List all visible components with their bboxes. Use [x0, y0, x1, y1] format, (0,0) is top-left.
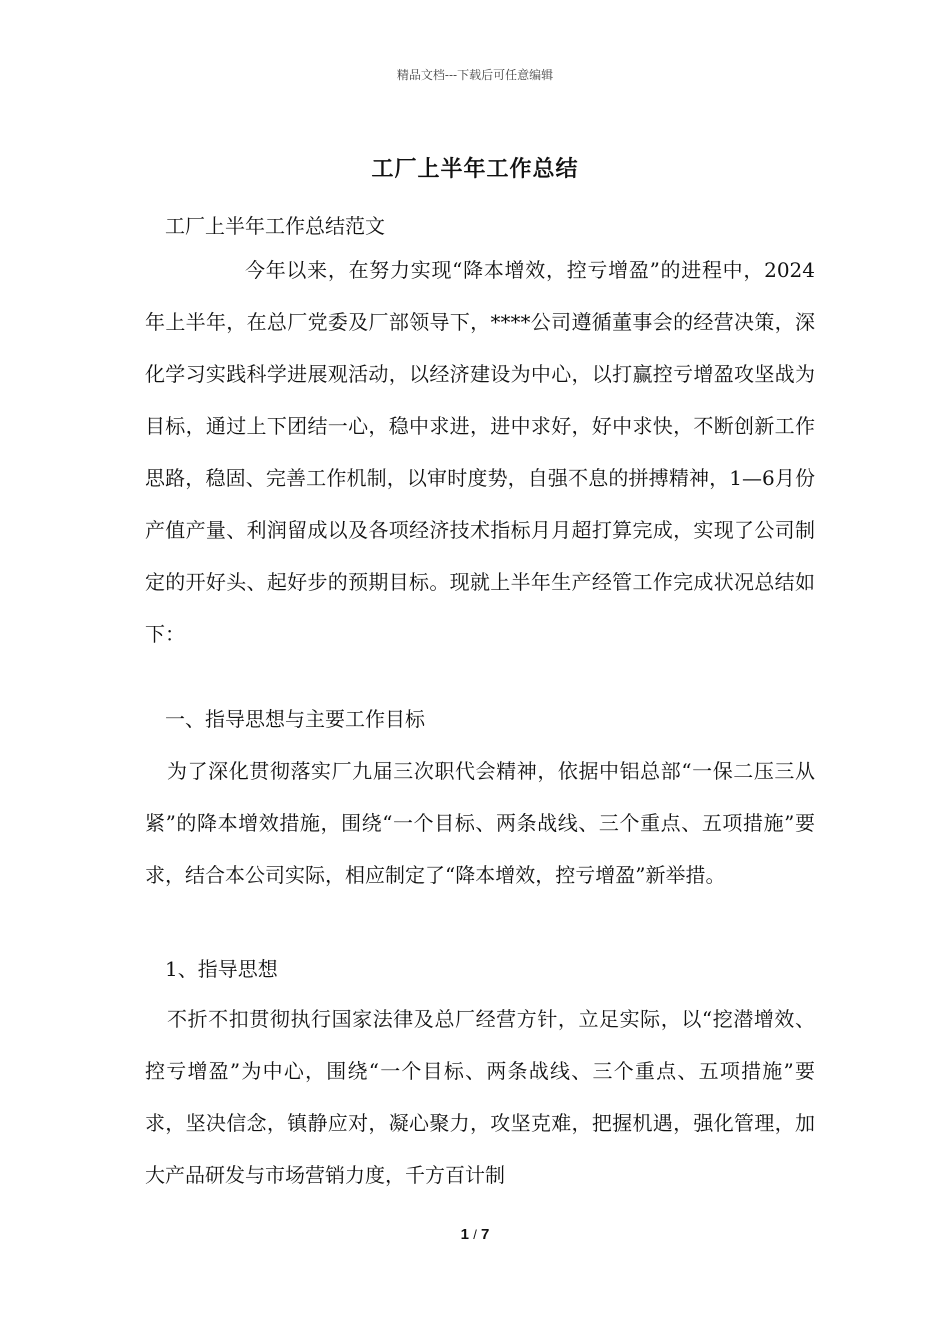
document-title: 工厂上半年工作总结	[371, 156, 579, 182]
paragraph-intro: 今年以来，在努力实现“降本增效，控亏增盈”的进程中，2024年上半年，在总厂党委及厂部领导下，****公司遵循董事会的经营决策，深化学习实践科学进展观活动，以经济建设为中心，以打赢控亏增盈攻坚战为目标，通过上下团结一心，稳中求进，进中求好，好中求快，不断创新工作思路，稳固、完善工作机制，以审时度势，自强不息的拼搏精神，1—6月份产值产量、利润留成以及各项经济技术指标月月超打算完成，实现了公司制定的开好头、起好步的预期目标。现就上半年生产经管工作完成状况总结如下：	[145, 258, 815, 646]
page-number-separator: /	[473, 1227, 477, 1242]
section-heading-guiding-ideas-and-goals: 一、指导思想与主要工作目标	[165, 707, 425, 731]
page-number	[0, 1226, 950, 1243]
paragraph-section-1: 为了深化贯彻落实厂九届三次职代会精神，依据中铝总部“一保二压三从紧”的降本增效措施，围绕“一个目标、两条战线、三个重点、五项措施”要求，结合本公司实际，相应制定了“降本增效，控亏增盈”新举措。	[145, 759, 815, 887]
page-header: 精品文档---下载后可任意编辑	[396, 68, 554, 82]
page-number-total: 7	[480, 1226, 490, 1243]
document-subtitle: 工厂上半年工作总结范文	[165, 214, 385, 238]
subsection-heading-guiding-ideas: 1、指导思想	[165, 957, 278, 981]
page-number-current: 1	[460, 1226, 470, 1243]
paragraph-subsection-1: 不折不扣贯彻执行国家法律及总厂经营方针，立足实际，以“挖潜增效、控亏增盈”为中心，围绕“一个目标、两条战线、三个重点、五项措施”要求，坚决信念，镇静应对，凝心聚力，攻坚克难，把握机遇，强化管理，加大产品研发与市场营销力度，千方百计制	[145, 1007, 815, 1187]
